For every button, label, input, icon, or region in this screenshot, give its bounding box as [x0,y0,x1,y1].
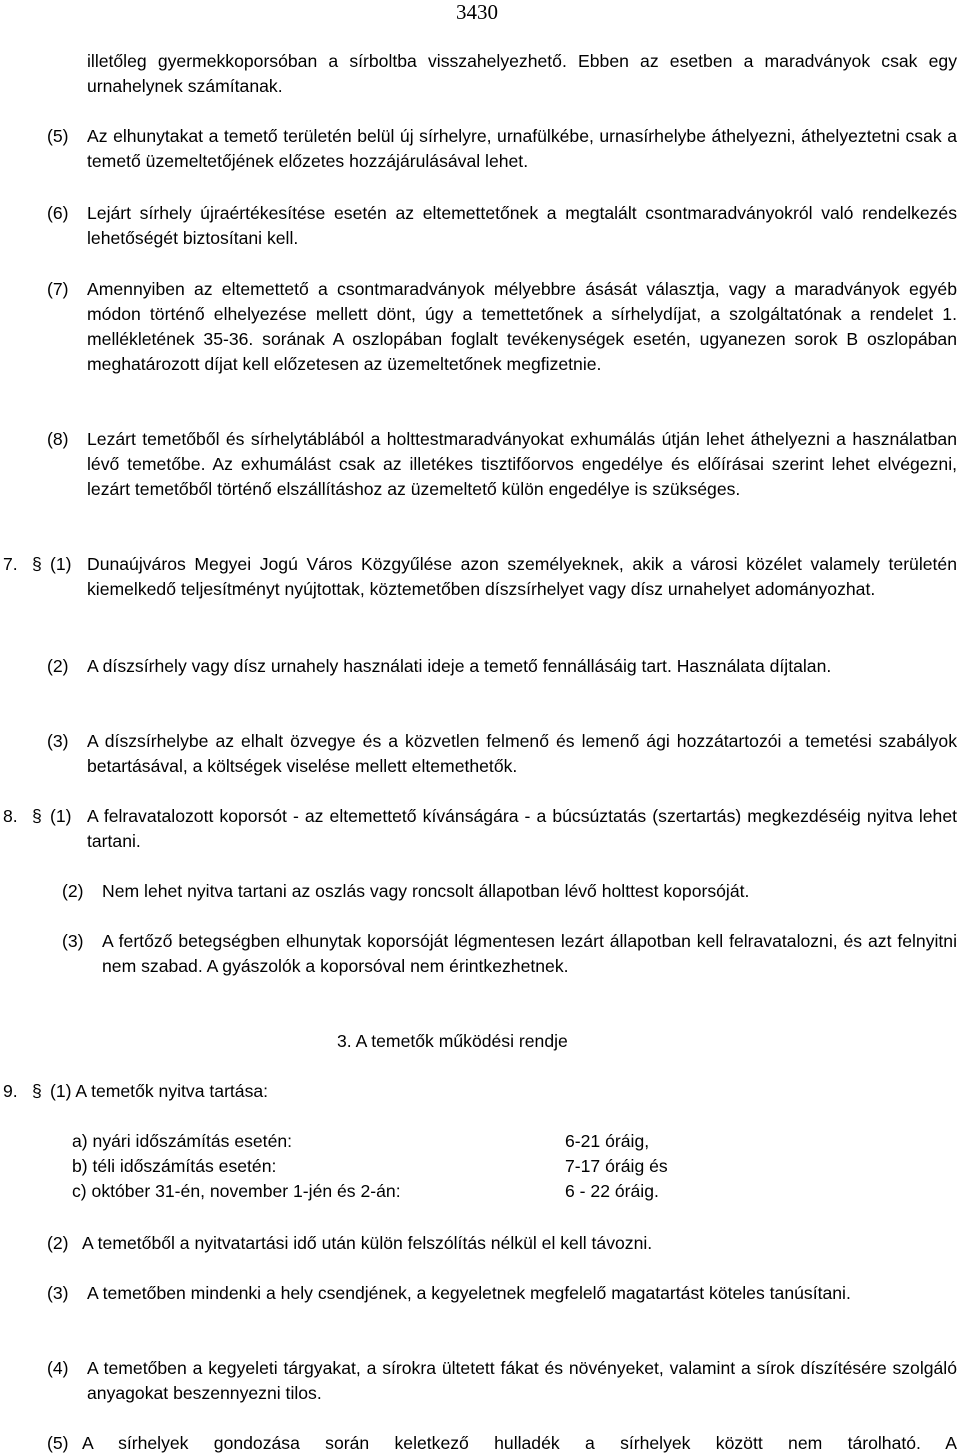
paragraph-text: A díszsírhelybe az elhalt özvegye és a közvetlen felmenő és lemenő ági hozzátartozói a temetési szabályok betartásával, a költségek viselése mellett eltemethetők. [87,731,957,776]
section-number: 9. [3,1081,18,1101]
paragraph-text: (1) A temetők nyitva tartása: [50,1081,269,1101]
paragraph-number: (3) [47,1283,69,1303]
paragraph-text: Nem lehet nyitva tartani az oszlás vagy roncsolt állapotban lévő holttest koporsóját. [102,881,750,901]
paragraph-number: (6) [47,203,69,223]
paragraph-text: Dunaújváros Megyei Jogú Város Közgyűlése azon személyeknek, akik a városi közélet valamely területén kiemelkedő teljesítményt nyújtottak, köztemetőben díszsírhelyet vagy dísz urnahelyet adományozhat. [87,554,957,599]
opening-hours-value: 6-21 óráig, [565,1131,650,1151]
paragraph-text: A felravatalozott koporsót - az eltemettető kívánságára - a búcsúztatás (szertartás) megkezdéséig nyitva lehet tartani. [87,806,957,851]
opening-hours-label: c) október 31-én, november 1-jén és 2-án: [72,1181,401,1201]
paragraph-text: A temetőben a kegyeleti tárgyakat, a sírokra ültetett fákat és növényeket, valamint a sírok díszítésére szolgáló anyagokat beszennyezni tilos. [87,1358,957,1403]
paragraph-text: A sírhelyek gondozása során keletkező hulladék a sírhelyek között nem tárolható. A [82,1433,957,1453]
paragraph-number: (2) [47,656,69,676]
paragraph-text: Az elhunytakat a temető területén belül új sírhelyre, urnafülkébe, urnasírhelybe áthelyezni, áthelyeztetni csak a temető üzemeltetőjének előzetes hozzájárulásával lehet. [87,126,957,171]
paragraph-continuation: illetőleg gyermekkoporsóban a sírboltba visszahelyezhető. Ebben az esetben a maradványok csak egy urnahelynek számítanak. [87,51,957,96]
chapter-heading: 3. A temetők működési rendje [337,1031,568,1051]
paragraph-text: A temetőben mindenki a hely csendjének, a kegyeletnek megfelelő magatartást köteles tanúsítani. [87,1283,851,1303]
paragraph-number: (2) [62,881,84,901]
paragraph-text: Lejárt sírhely újraértékesítése esetén az eltemettetőnek a megtalált csontmaradványokról való rendelkezés lehetőségét biztosítani kell. [87,203,957,248]
paragraph-number: (5) [47,126,69,146]
section-sign: § [32,806,42,826]
paragraph-text: A díszsírhely vagy dísz urnahely használati ideje a temető fennállásáig tart. Használata díjtalan. [87,656,832,676]
opening-hours-value: 6 - 22 óráig. [565,1181,659,1201]
opening-hours-label: b) téli időszámítás esetén: [72,1156,277,1176]
section-number: 8. [3,806,18,826]
paragraph-number: (8) [47,429,69,449]
opening-hours-value: 7-17 óráig és [565,1156,668,1176]
paragraph-text: Amennyiben az eltemettető a csontmaradványok mélyebbre ásását választja, vagy a maradványok egyéb módon történő elhelyezése mellett dönt, úgy a temettetőnek a sírhelydíjat, a szolgáltatónak a rendelet 1. mellékletének 35-36. sorának A oszlopában foglalt tevékenységek esetén, ugyanezen sorok B oszlopában meghatározott díjat kell előzetesen az üzemeltetőnek megfizetnie. [87,279,957,374]
paragraph-number: (3) [47,731,69,751]
paragraph-number: (1) [50,554,72,574]
section-sign: § [32,1081,42,1101]
paragraph-number: (4) [47,1358,69,1378]
section-sign: § [32,554,42,574]
page-number: 3430 [456,0,498,24]
paragraph-number: (3) [62,931,84,951]
section-number: 7. [3,554,18,574]
paragraph-number: (1) [50,806,72,826]
paragraph-number: (5) [47,1433,69,1453]
paragraph-number: (7) [47,279,69,299]
paragraph-text: Lezárt temetőből és sírhelytáblából a holttestmaradványokat exhumálás útján lehet áthelyezni a használatban lévő temetőbe. Az exhumálást csak az illetékes tisztifőorvos engedélye és előírásai szerint lehet elvégezni, lezárt temetőből történő elszállításhoz az üzemeltető külön engedélye is szükséges. [87,429,957,499]
paragraph-text: A fertőző betegségben elhunytak koporsóját légmentesen lezárt állapotban kell felravatalozni, és azt felnyitni nem szabad. A gyászolók a koporsóval nem érintkezhetnek. [102,931,957,976]
opening-hours-label: a) nyári időszámítás esetén: [72,1131,293,1151]
paragraph-text: A temetőből a nyitvatartási idő után külön felszólítás nélkül el kell távozni. [82,1233,653,1253]
paragraph-number: (2) [47,1233,69,1253]
